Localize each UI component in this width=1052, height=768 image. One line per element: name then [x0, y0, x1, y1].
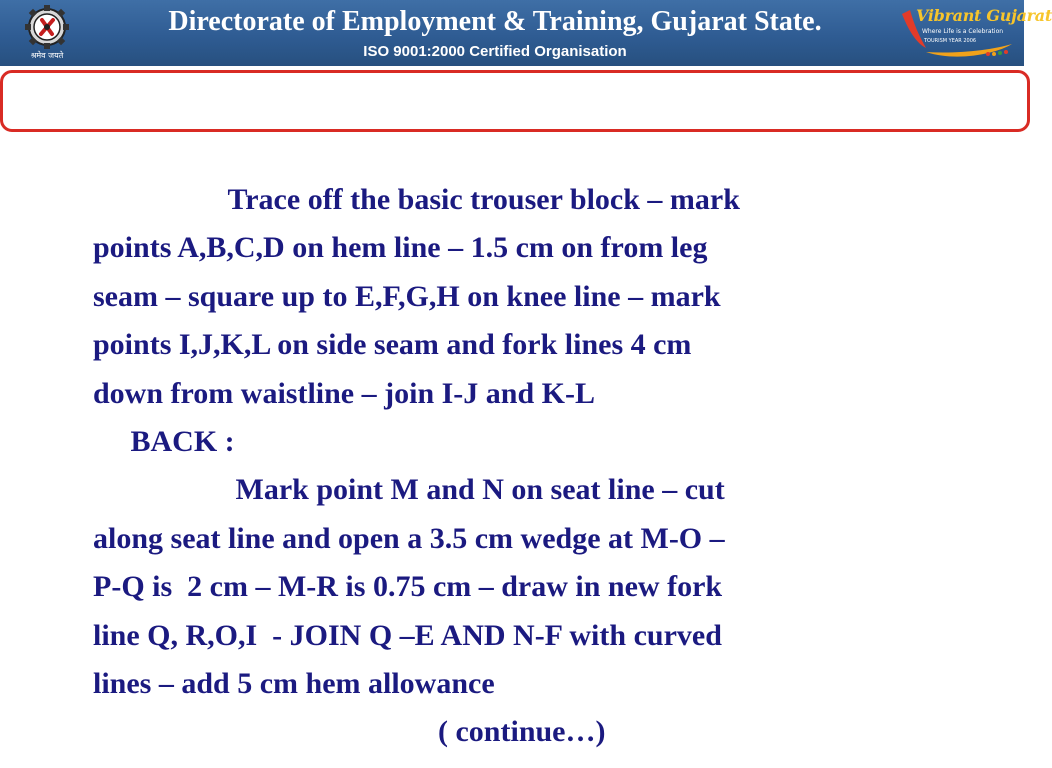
body-line: lines – add 5 cm hem allowance: [93, 666, 495, 700]
emblem-caption: श्रमेव जयते: [30, 51, 64, 60]
gear-emblem-icon: [22, 4, 72, 50]
body-line: P-Q is 2 cm – M-R is 0.75 cm – draw in new fork: [93, 570, 723, 604]
page-title: Directorate of Employment & Training, Gujarat State.: [168, 6, 822, 37]
body-line: along seat line and open a 3.5 cm wedge at M-O –: [93, 521, 725, 555]
vibrant-gujarat-tourism-year: TOURISM YEAR 2006: [924, 38, 977, 44]
body-line: Mark point M and N on seat line – cut: [93, 473, 725, 507]
body-line: points I,J,K,L on side seam and fork lines 4 cm: [93, 328, 692, 362]
section-heading-back: BACK :: [93, 424, 235, 458]
vibrant-gujarat-tagline: Where Life is a Celebration: [922, 28, 1004, 35]
body-line: points A,B,C,D on hem line – 1.5 cm on from leg: [93, 231, 708, 265]
vibrant-gujarat-brand: Vibrant Gujarat: [916, 6, 1052, 25]
body-line: line Q, R,O,I - JOIN Q –E AND N-F with curved: [93, 618, 722, 652]
emblem-logo: [22, 4, 72, 62]
header-bar: [0, 0, 1052, 66]
body-line: Trace off the basic trouser block – mark: [93, 183, 740, 216]
page-subtitle: ISO 9001:2000 Certified Organisation: [363, 43, 627, 60]
continue-note: ( continue…): [93, 715, 606, 749]
body-line: down from waistline – join I-J and K-L: [93, 376, 596, 410]
slide-body-text: [93, 176, 953, 757]
body-line: seam – square up to E,F,G,H on knee line – mark: [93, 279, 721, 313]
vibrant-gujarat-logo: [896, 4, 1052, 62]
empty-banner-box: [0, 70, 1030, 132]
